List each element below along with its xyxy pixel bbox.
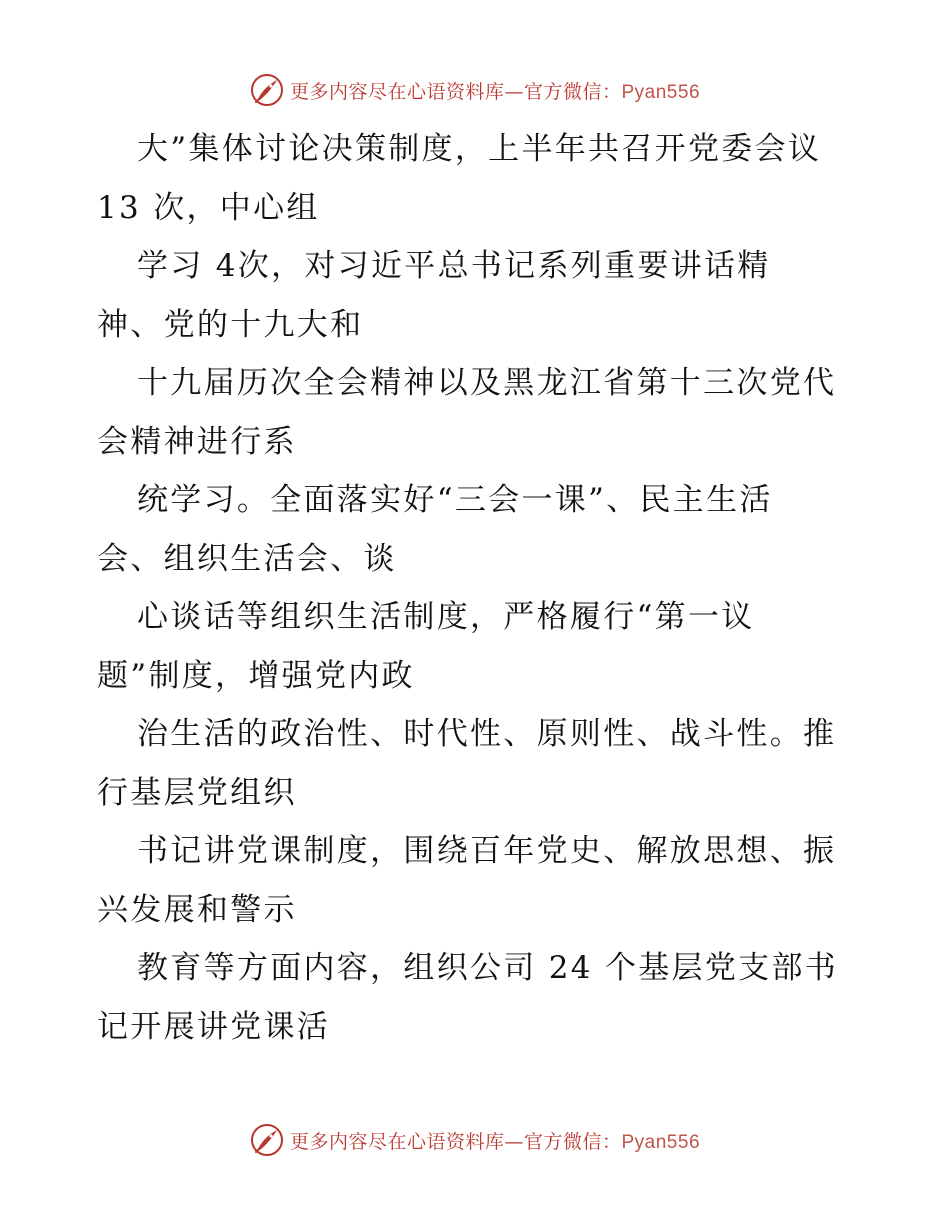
text-line: 学习 4次，对习近平总书记系列重要讲话精: [137, 248, 771, 284]
text-line: 十九届历次全会精神以及黑龙江省第十三次党代: [137, 365, 837, 401]
text-line: 治生活的政治性、时代性、原则性、战斗性。推: [137, 716, 837, 752]
header-text: 更多内容尽在心语资料库—官方微信：Pyan556: [289, 80, 701, 103]
text-line: 心谈话等组织生活制度，严格履行“第一议: [137, 599, 755, 635]
text-line: 兴发展和警示: [97, 891, 297, 928]
footer-wechat-id: Pyan556: [621, 1131, 701, 1153]
text-line: 题”制度，增强党内政: [97, 657, 415, 694]
text-line: 13 次，中心组: [97, 189, 320, 226]
text-line: 大”集体讨论决策制度，上半年共召开党委会议: [137, 131, 822, 167]
text-line: 行基层党组织: [97, 774, 297, 811]
footer-banner: [0, 1120, 950, 1160]
text-line: 书记讲党课制度，围绕百年党史、解放思想、振: [137, 833, 837, 869]
pen-logo-icon: [250, 1123, 284, 1157]
footer-text: 更多内容尽在心语资料库—官方微信：Pyan556: [289, 1130, 701, 1153]
text-line: 统学习。全面落实好“三会一课”、民主生活: [137, 482, 773, 518]
text-line: 会精神进行系: [97, 423, 297, 460]
pen-logo-icon: [250, 73, 284, 107]
header-wechat-id: Pyan556: [621, 81, 701, 103]
header-banner: [0, 70, 950, 110]
text-line: 记开展讲党课活: [97, 1008, 331, 1045]
text-line: 会、组织生活会、谈: [97, 540, 397, 577]
document-body: [97, 120, 857, 1056]
text-line: 神、党的十九大和: [97, 306, 364, 343]
text-line: 教育等方面内容，组织公司 24 个基层党支部书: [137, 950, 839, 986]
